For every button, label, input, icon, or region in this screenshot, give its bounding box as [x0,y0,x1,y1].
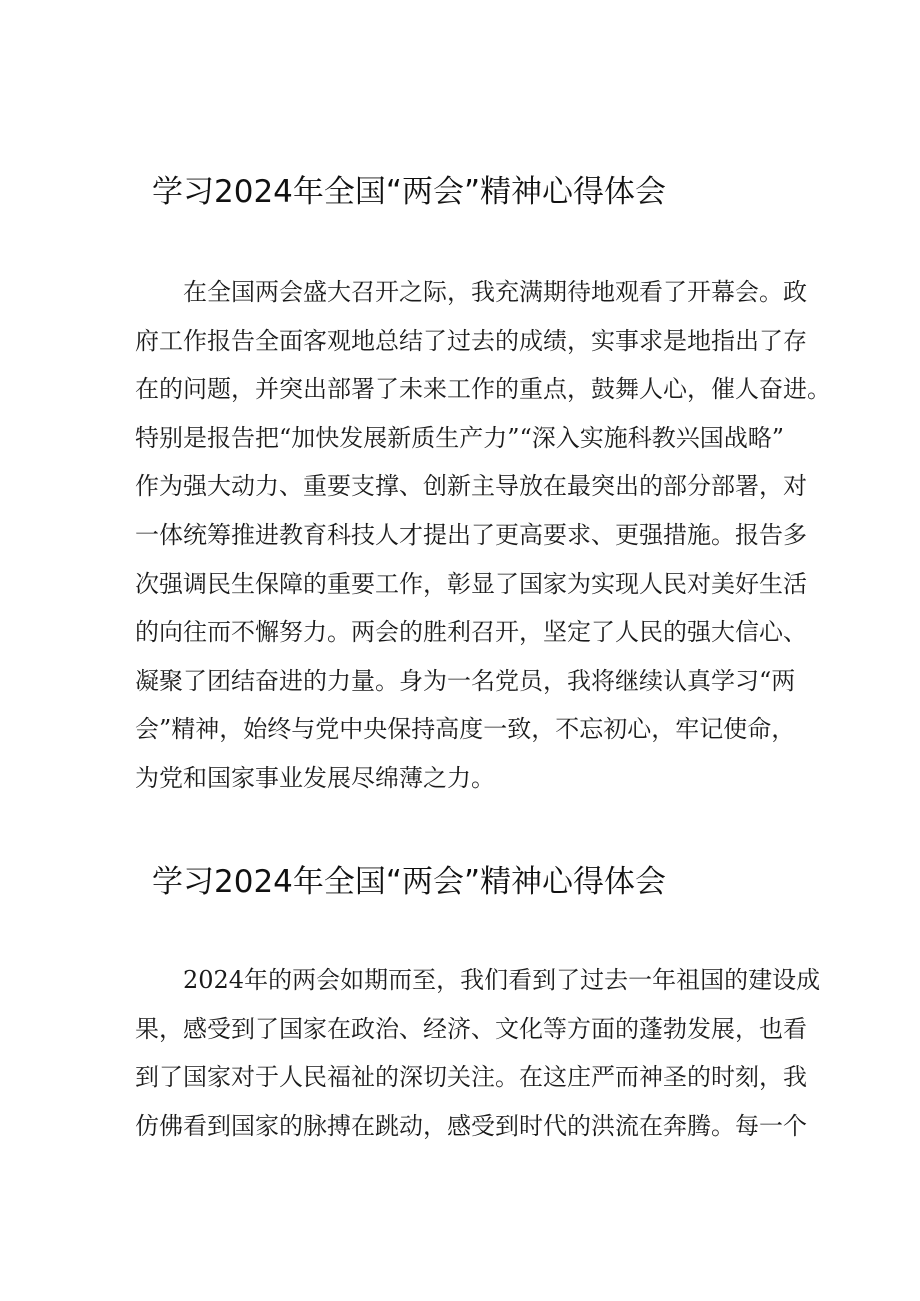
body-line: 2024年的两会如期而至，我们看到了过去一年祖国的建设成 [135,966,821,994]
body-line: 为党和国家事业发展尽绵薄之力。 [135,763,495,792]
body-line: 到了国家对于人民福祉的深切关注。在这庄严而神圣的时刻，我 [135,1063,807,1092]
body-line: 会”精神，始终与党中央保持高度一致，不忘初心，牢记使命， [135,715,796,744]
body-line: 凝聚了团结奋进的力量。身为一名党员，我将继续认真学习“两 [135,666,796,695]
body-line: 作为强大动力、重要支撑、创新主导放在最突出的部分部署，对 [135,472,807,501]
body-line: 的向往而不懈努力。两会的胜利召开，坚定了人民的强大信心、 [135,618,807,647]
section-title: 学习2024年全国“两会”精神心得体会 [152,864,667,900]
body-line: 特别是报告把“加快发展新质生产力”“深入实施科教兴国战略” [135,423,785,452]
section-title: 学习2024年全国“两会”精神心得体会 [152,174,667,210]
body-line: 一体统筹推进教育科技人才提出了更高要求、更强措施。报告多 [135,520,807,549]
body-line: 果，感受到了国家在政治、经济、文化等方面的蓬勃发展，也看 [135,1014,807,1043]
body-line: 在全国两会盛大召开之际，我充满期待地观看了开幕会。政 [135,278,807,306]
body-line: 府工作报告全面客观地总结了过去的成绩，实事求是地指出了存 [135,326,807,355]
body-line: 次强调民生保障的重要工作，彰显了国家为实现人民对美好生活 [135,569,807,598]
body-line: 仿佛看到国家的脉搏在跳动，感受到时代的洪流在奔腾。每一个 [135,1111,807,1140]
section-body [135,268,831,803]
body-line: 在的问题，并突出部署了未来工作的重点，鼓舞人心，催人奋进。 [135,375,831,404]
section-body [135,956,821,1150]
